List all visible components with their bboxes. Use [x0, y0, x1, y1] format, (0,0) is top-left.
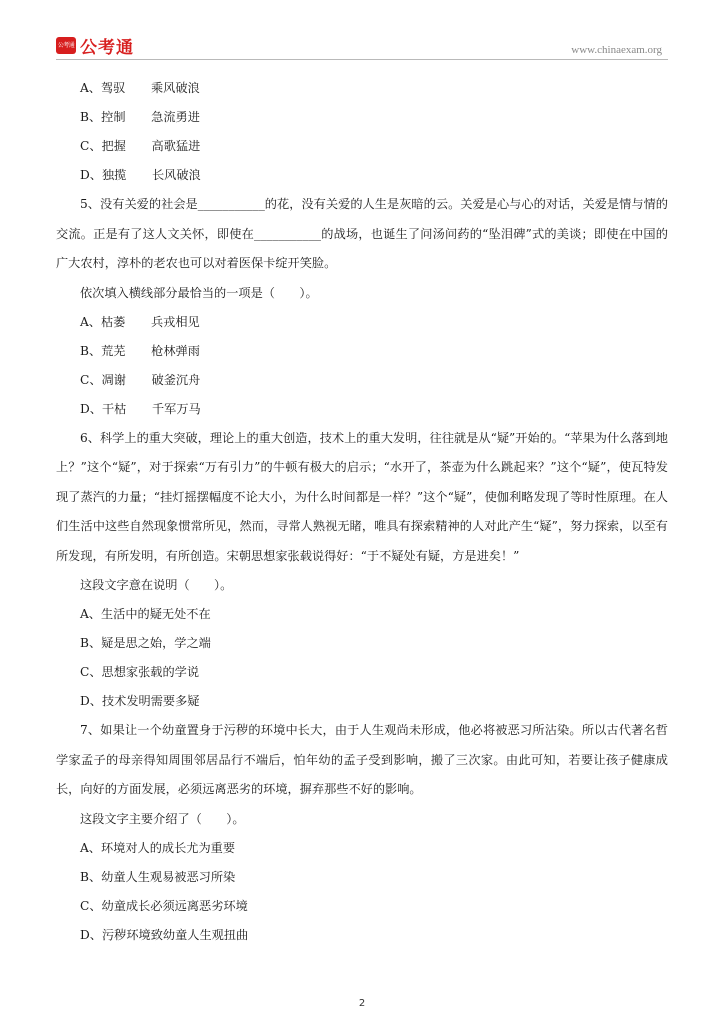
q7-option-a: A、环境对人的成长尤为重要: [80, 840, 236, 855]
q5-question: 依次填入横线部分最恰当的一项是（ ）。: [80, 285, 318, 300]
q6-option-c: C、思想家张载的学说: [80, 665, 200, 679]
q4-option-c: C、把握 高歌猛进: [80, 139, 201, 153]
logo-text: 公考通: [80, 38, 134, 58]
q7-option-b: B、幼童人生观易被恶习所染: [80, 869, 236, 884]
q5-stem: 5、没有关爱的社会是___________的花，没有关爱的人生是灰暗的云。关爱是心与心的对话，关爱是情与情的交流。正是有了这人文关怀，即使在___________的战场，也诞生了问汤问药的“坠泪碑”式的美谈；即使在中国的广大农村，淳朴的老农也可以对着医保卡绽开笑脸。: [56, 197, 668, 270]
q6-stem: 6、科学上的重大突破，理论上的重大创造，技术上的重大发明，往往就是从“疑”开始的。“苹果为什么落到地上？”这个“疑”，对于探索“万有引力”的牛顿有极大的启示；“水开了，茶壶为什么跳起来？”这个“疑”，使瓦特发现了蒸汽的力量；“挂灯摇摆幅度不论大小，为什么时间都是一样？”这个“疑”，使伽利略发现了等时性原理。在人们生活中这些自然现象惯常所见，然而，寻常人熟视无睹，唯具有探索精神的人对此产生“疑”，努力探索，以至有所发现，有所发明，有所创造。宋朝思想家张载说得好：“于不疑处有疑，方是进矣！”: [56, 430, 668, 563]
q5-option-d: D、干枯 千军万马: [80, 401, 201, 416]
q6-option-a: A、生活中的疑无处不在: [80, 607, 211, 621]
header-divider: [56, 59, 668, 60]
page-header: [0, 0, 724, 62]
q4-option-a: A、驾驭 乘风破浪: [80, 81, 200, 95]
q5-option-c: C、凋谢 破釜沉舟: [80, 372, 201, 387]
q5-option-b: B、荒芜 枪林弹雨: [80, 343, 200, 358]
q6-question: 这段文字意在说明（ ）。: [80, 578, 233, 592]
logo-badge-icon: 公考通: [56, 37, 76, 54]
q7-stem: 7、如果让一个幼童置身于污秽的环境中长大，由于人生观尚未形成，他必将被恶习所沾染。所以古代著名哲学家孟子的母亲得知周围邻居品行不端后，怕年幼的孟子受到影响，搬了三次家。由此可知，若要让孩子健康成长，向好的方面发展，必须远离恶劣的环境，摒弃那些不好的影响。: [56, 723, 668, 796]
q6-option-d: D、技术发明需要多疑: [80, 694, 200, 708]
q4-option-b: B、控制 急流勇进: [80, 110, 200, 124]
q7-option-c: C、幼童成长必须远离恶劣环境: [80, 898, 248, 913]
q6-option-b: B、疑是思之始，学之端: [80, 636, 211, 650]
q7-question: 这段文字主要介绍了（ ）。: [80, 811, 245, 826]
document-body: [56, 74, 668, 950]
page-number: 2: [358, 998, 366, 1009]
q4-option-d: D、独揽 长风破浪: [80, 168, 201, 182]
logo: [56, 33, 134, 58]
q5-option-a: A、枯萎 兵戎相见: [80, 314, 200, 329]
site-url[interactable]: www.chinaexam.org: [571, 44, 662, 56]
q7-option-d: D、污秽环境致幼童人生观扭曲: [80, 927, 249, 942]
